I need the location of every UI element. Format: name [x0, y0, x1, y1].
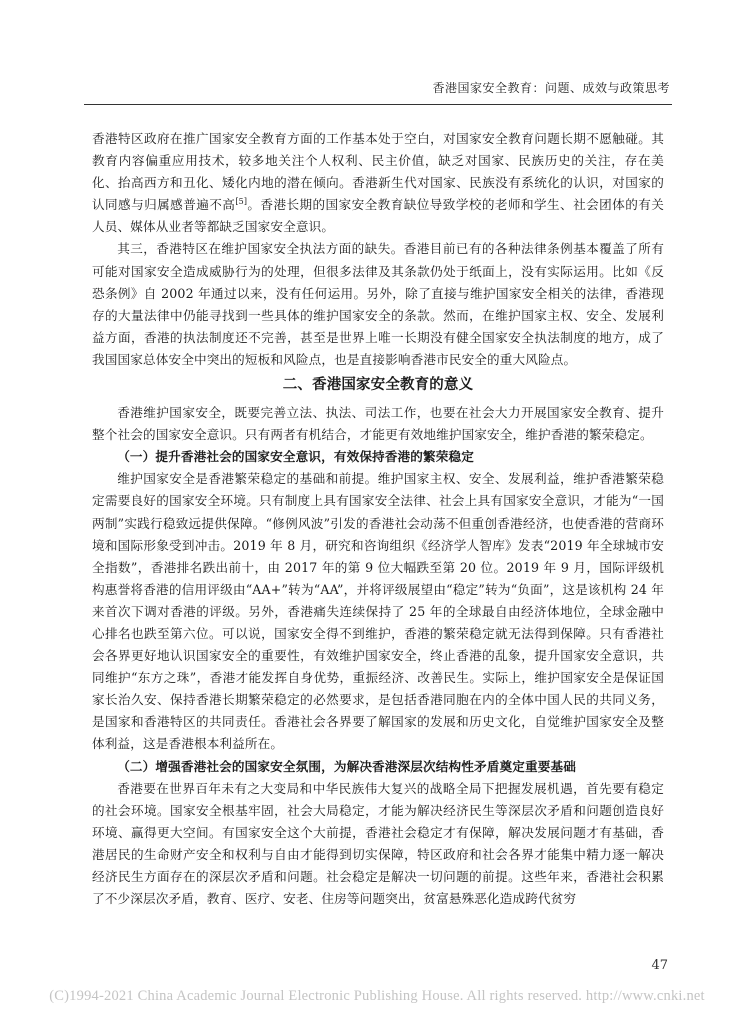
paragraph: 香港要在世界百年未有之大变局和中华民族伟大复兴的战略全局下把握发展机遇，首先要有稳定的社会环境。国家安全根基牢固，社会大局稳定，才能为解决经济民生等深层次矛盾和问题创造良好环境、赢得更大空间。有国家安全这个大前提，香港社会稳定才有保障，解决发展问题才有基础，香港居民的生命财产安全和权利与自由才能得到切实保障，特区政府和社会各界才能集中精力逐一解决经济民生方面存在的深层次矛盾和问题。社会稳定是解决一切问题的前提。这些年来，香港社会积累了不少深层次矛盾，教育、医疗、安老、住房等问题突出，贫富悬殊恶化造成跨代贫穷 [92, 780, 664, 907]
article-body [92, 128, 664, 910]
citation-ref: [5] [235, 197, 248, 207]
subsection-title: （一）提升香港社会的国家安全意识，有效保持香港的繁荣稳定 [117, 449, 475, 465]
paragraph-text: 香港特区政府在推广国家安全教育方面的工作基本处于空白，对国家安全教育问题长期不愿触碰。其教育内容偏重应用技术，较多地关注个人权利、民主价值，缺乏对国家、民族历史的关注，存在美化、抬高西方和丑化、矮化内地的潜在倾向。香港新生代对国家、民族没有系统化的认识，对国家的认同感与归属感普遍不高 [92, 131, 664, 213]
paragraph [92, 128, 664, 238]
page-number: 47 [651, 958, 668, 973]
copyright-watermark: (C)1994-2021 China Academic Journal Electronic Publishing House. All rights reserved. http://www.cnki.net [49, 988, 705, 1004]
subsection-title: （二）增强香港社会的国家安全氛围，为解决香港深层次结构性矛盾奠定重要基础 [117, 758, 576, 774]
section-title: 二、香港国家安全教育的意义 [282, 377, 474, 394]
paragraph: 其三，香港特区在维护国家安全执法方面的缺失。香港目前已有的各种法律条例基本覆盖了所有可能对国家安全造成威胁行为的处理，但很多法律及其条款仍处于纸面上，没有实际运用。比如《反恐条例》自 2002 年通过以来，没有任何运用。另外，除了直接与维护国家安全相关的法律，香港现存的大量法律中仍能寻找到一些具体的维护国家安全的条款。然而，在维护国家主权、安全、发展利益方面，香港的执法制度还不完善，甚至是世界上唯一长期没有健全国家安全执法制度的地方，成了我国国家总体安全中突出的短板和风险点，也是直接影响香港市民安全的重大风险点。 [92, 241, 664, 367]
running-head: 香港国家安全教育：问题、成效与政策思考 [432, 81, 670, 95]
paragraph-text: 。香港长期的国家安全教育缺位导致学校的老师和学生、社会团体的有关人员、媒体从业者等都缺乏国家安全意识。 [92, 197, 664, 235]
paragraph: 维护国家安全是香港繁荣稳定的基础和前提。维护国家主权、安全、发展利益，维护香港繁荣稳定需要良好的国家安全环境。只有制度上具有国家安全法律、社会上具有国家安全意识，才能为“一国两制”实践行稳致远提供保障。“修例风波”引发的香港社会动荡不但重创香港经济，也使香港的营商环境和国际形象受到冲击。2019 年 8 月，研究和咨询组织《经济学人智库》发表“2019 年全球城市安全指数”，香港排名跌出前十，由 2017 年的第 9 位大幅跌至第 20 位。2019 年 9 月，国际评级机构惠誉将香港的信用评级由“AA+”转为“AA”，并将评级展望由“稳定”转为“负面”，这是该机构 24 年来首次下调对香港的评级。另外，香港痛失连续保持了 25 年的全球最自由经济体地位，全球金融中心排名也跌至第六位。可以说，国家安全得不到维护，香港的繁荣稳定就无法得到保障。只有香港社会各界更好地认识国家安全的重要性，有效维护国家安全，终止香港的乱象，提升国家安全意识，共同维护“东方之珠”，香港才能发挥自身优势，重振经济、改善民生。实际上，维护国家安全是保证国家长治久安、保持香港长期繁荣稳定的必然要求，是包括香港同胞在内的全体中国人民的共同义务，是国家和香港特区的共同责任。香港社会各界要了解国家的发展和历史文化，自觉维护国家安全及整体利益，这是香港根本利益所在。 [92, 471, 664, 752]
header-rule [84, 104, 672, 105]
paragraph: 香港维护国家安全，既要完善立法、执法、司法工作，也要在社会大力开展国家安全教育、提升整个社会的国家安全意识。只有两者有机结合，才能更有效地维护国家安全，维护香港的繁荣稳定。 [92, 405, 664, 443]
